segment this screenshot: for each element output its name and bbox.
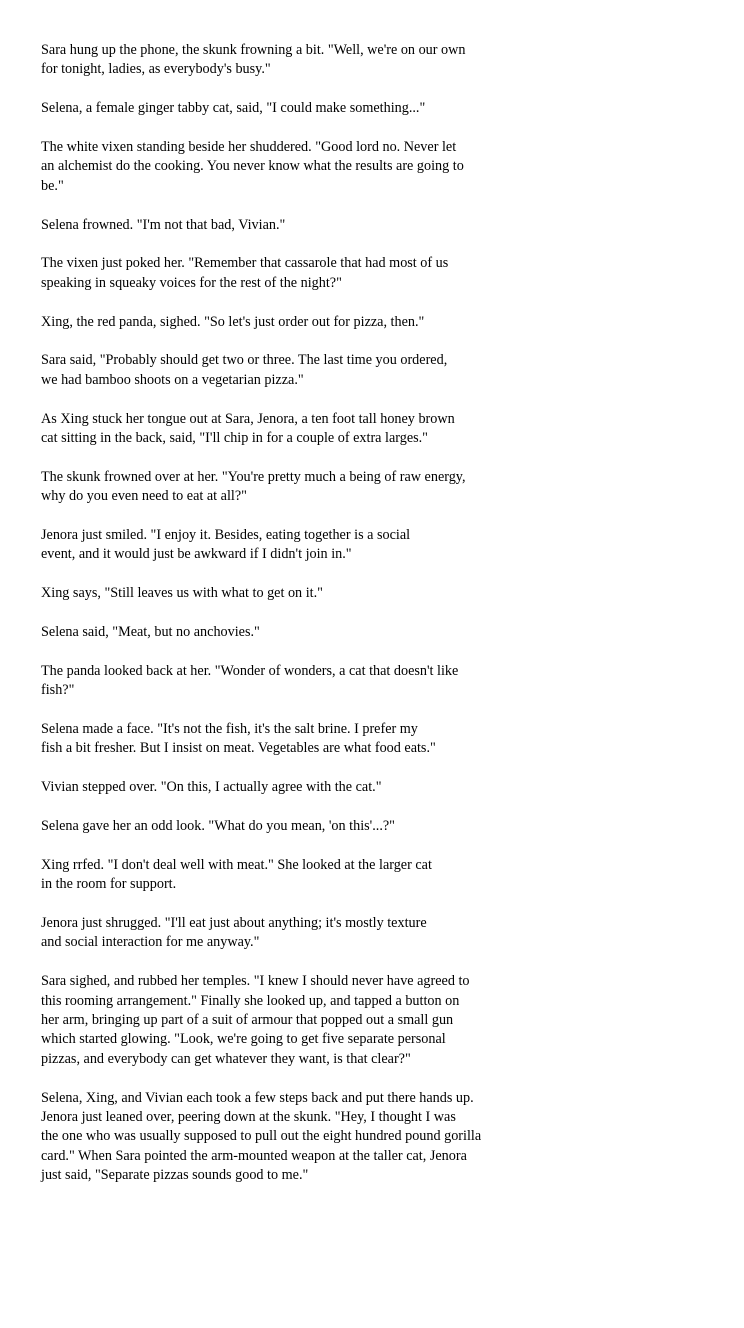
- story-paragraph: [41, 817, 511, 836]
- paragraph-line: fish a bit fresher. But I insist on meat. Vegetables are what food eats.": [41, 740, 436, 757]
- paragraph-line: this rooming arrangement." Finally she looked up, and tapped a button on: [41, 992, 460, 1009]
- paragraph-line: Selena, a female ginger tabby cat, said, "I could make something...": [41, 100, 426, 117]
- paragraph-line: The white vixen standing beside her shuddered. "Good lord no. Never let: [41, 139, 457, 155]
- paragraph-line: As Xing stuck her tongue out at Sara, Jenora, a ten foot tall honey brown: [41, 410, 455, 427]
- paragraph-line: why do you even need to eat at all?": [41, 488, 247, 505]
- story-paragraph: [41, 720, 511, 759]
- paragraph-line: Jenora just leaned over, peering down at the skunk. "Hey, I thought I was: [41, 1108, 456, 1125]
- paragraph-line: Xing says, "Still leaves us with what to get on it.": [41, 585, 323, 602]
- story-paragraph: [41, 41, 511, 80]
- paragraph-line: Selena, Xing, and Vivian each took a few steps back and put there hands up.: [41, 1089, 474, 1106]
- story-paragraph: [41, 138, 511, 196]
- story-paragraph: [41, 623, 511, 642]
- story-paragraph: [41, 662, 511, 701]
- paragraph-line: Xing rrfed. "I don't deal well with meat." She looked at the larger cat: [41, 856, 432, 873]
- paragraph-line: Selena said, "Meat, but no anchovies.": [41, 624, 260, 640]
- paragraph-line: The vixen just poked her. "Remember that cassarole that had most of us: [41, 255, 449, 272]
- story-paragraph: [41, 254, 511, 293]
- story-paragraph: [41, 468, 511, 507]
- paragraph-line: Xing, the red panda, sighed. "So let's just order out for pizza, then.": [41, 313, 425, 330]
- paragraph-line: for tonight, ladies, as everybody's busy.": [41, 61, 271, 78]
- story-paragraph: [41, 313, 511, 332]
- paragraph-line: which started glowing. "Look, we're going to get five separate personal: [41, 1031, 446, 1048]
- paragraph-line: cat sitting in the back, said, "I'll chip in for a couple of extra larges.": [41, 429, 428, 446]
- story-paragraph: [41, 351, 511, 390]
- story-paragraph: [41, 99, 511, 118]
- paragraph-line: just said, "Separate pizzas sounds good to me.": [41, 1167, 309, 1184]
- story-paragraph: [41, 584, 511, 603]
- paragraph-line: Jenora just shrugged. "I'll eat just about anything; it's mostly texture: [41, 915, 427, 931]
- paragraph-line: be.": [41, 177, 64, 194]
- story-paragraph: [41, 856, 511, 895]
- paragraph-line: pizzas, and everybody can get whatever they want, is that clear?": [41, 1050, 411, 1067]
- paragraph-line: her arm, bringing up part of a suit of armour that popped out a small gun: [41, 1011, 454, 1028]
- paragraph-line: we had bamboo shoots on a vegetarian pizza.": [41, 371, 304, 388]
- paragraph-line: speaking in squeaky voices for the rest of the night?": [41, 274, 342, 291]
- paragraph-line: Sara sighed, and rubbed her temples. "I knew I should never have agreed to: [41, 973, 470, 990]
- paragraph-line: Jenora just smiled. "I enjoy it. Besides, eating together is a social: [41, 527, 411, 543]
- paragraph-line: Sara hung up the phone, the skunk frowning a bit. "Well, we're on our own: [41, 42, 466, 58]
- paragraph-line: an alchemist do the cooking. You never know what the results are going to: [41, 158, 464, 175]
- story-paragraph: [41, 914, 511, 953]
- paragraph-line: in the room for support.: [41, 876, 177, 893]
- paragraph-line: Selena frowned. "I'm not that bad, Vivian.": [41, 216, 286, 233]
- paragraph-line: card." When Sara pointed the arm-mounted weapon at the taller cat, Jenora: [41, 1147, 467, 1164]
- story-paragraph: [41, 526, 511, 565]
- paragraph-line: The panda looked back at her. "Wonder of wonders, a cat that doesn't like: [41, 662, 459, 679]
- paragraph-line: fish?": [41, 682, 75, 699]
- paragraph-line: Selena gave her an odd look. "What do you mean, 'on this'...?": [41, 818, 395, 834]
- paragraph-line: and social interaction for me anyway.": [41, 934, 260, 951]
- paragraph-line: Vivian stepped over. "On this, I actually agree with the cat.": [41, 779, 382, 796]
- paragraph-line: event, and it would just be awkward if I didn't join in.": [41, 546, 352, 563]
- story-paragraph: [41, 410, 511, 449]
- story-paragraph: [41, 1089, 511, 1186]
- story-paragraph: [41, 216, 511, 235]
- paragraph-line: the one who was usually supposed to pull out the eight hundred pound gorilla: [41, 1128, 482, 1145]
- story-paragraph: [41, 972, 511, 1069]
- paragraph-line: Selena made a face. "It's not the fish, it's the salt brine. I prefer my: [41, 721, 418, 737]
- story-paragraph: [41, 778, 511, 797]
- paragraph-line: The skunk frowned over at her. "You're pretty much a being of raw energy,: [41, 468, 466, 485]
- paragraph-line: Sara said, "Probably should get two or three. The last time you ordered,: [41, 352, 448, 369]
